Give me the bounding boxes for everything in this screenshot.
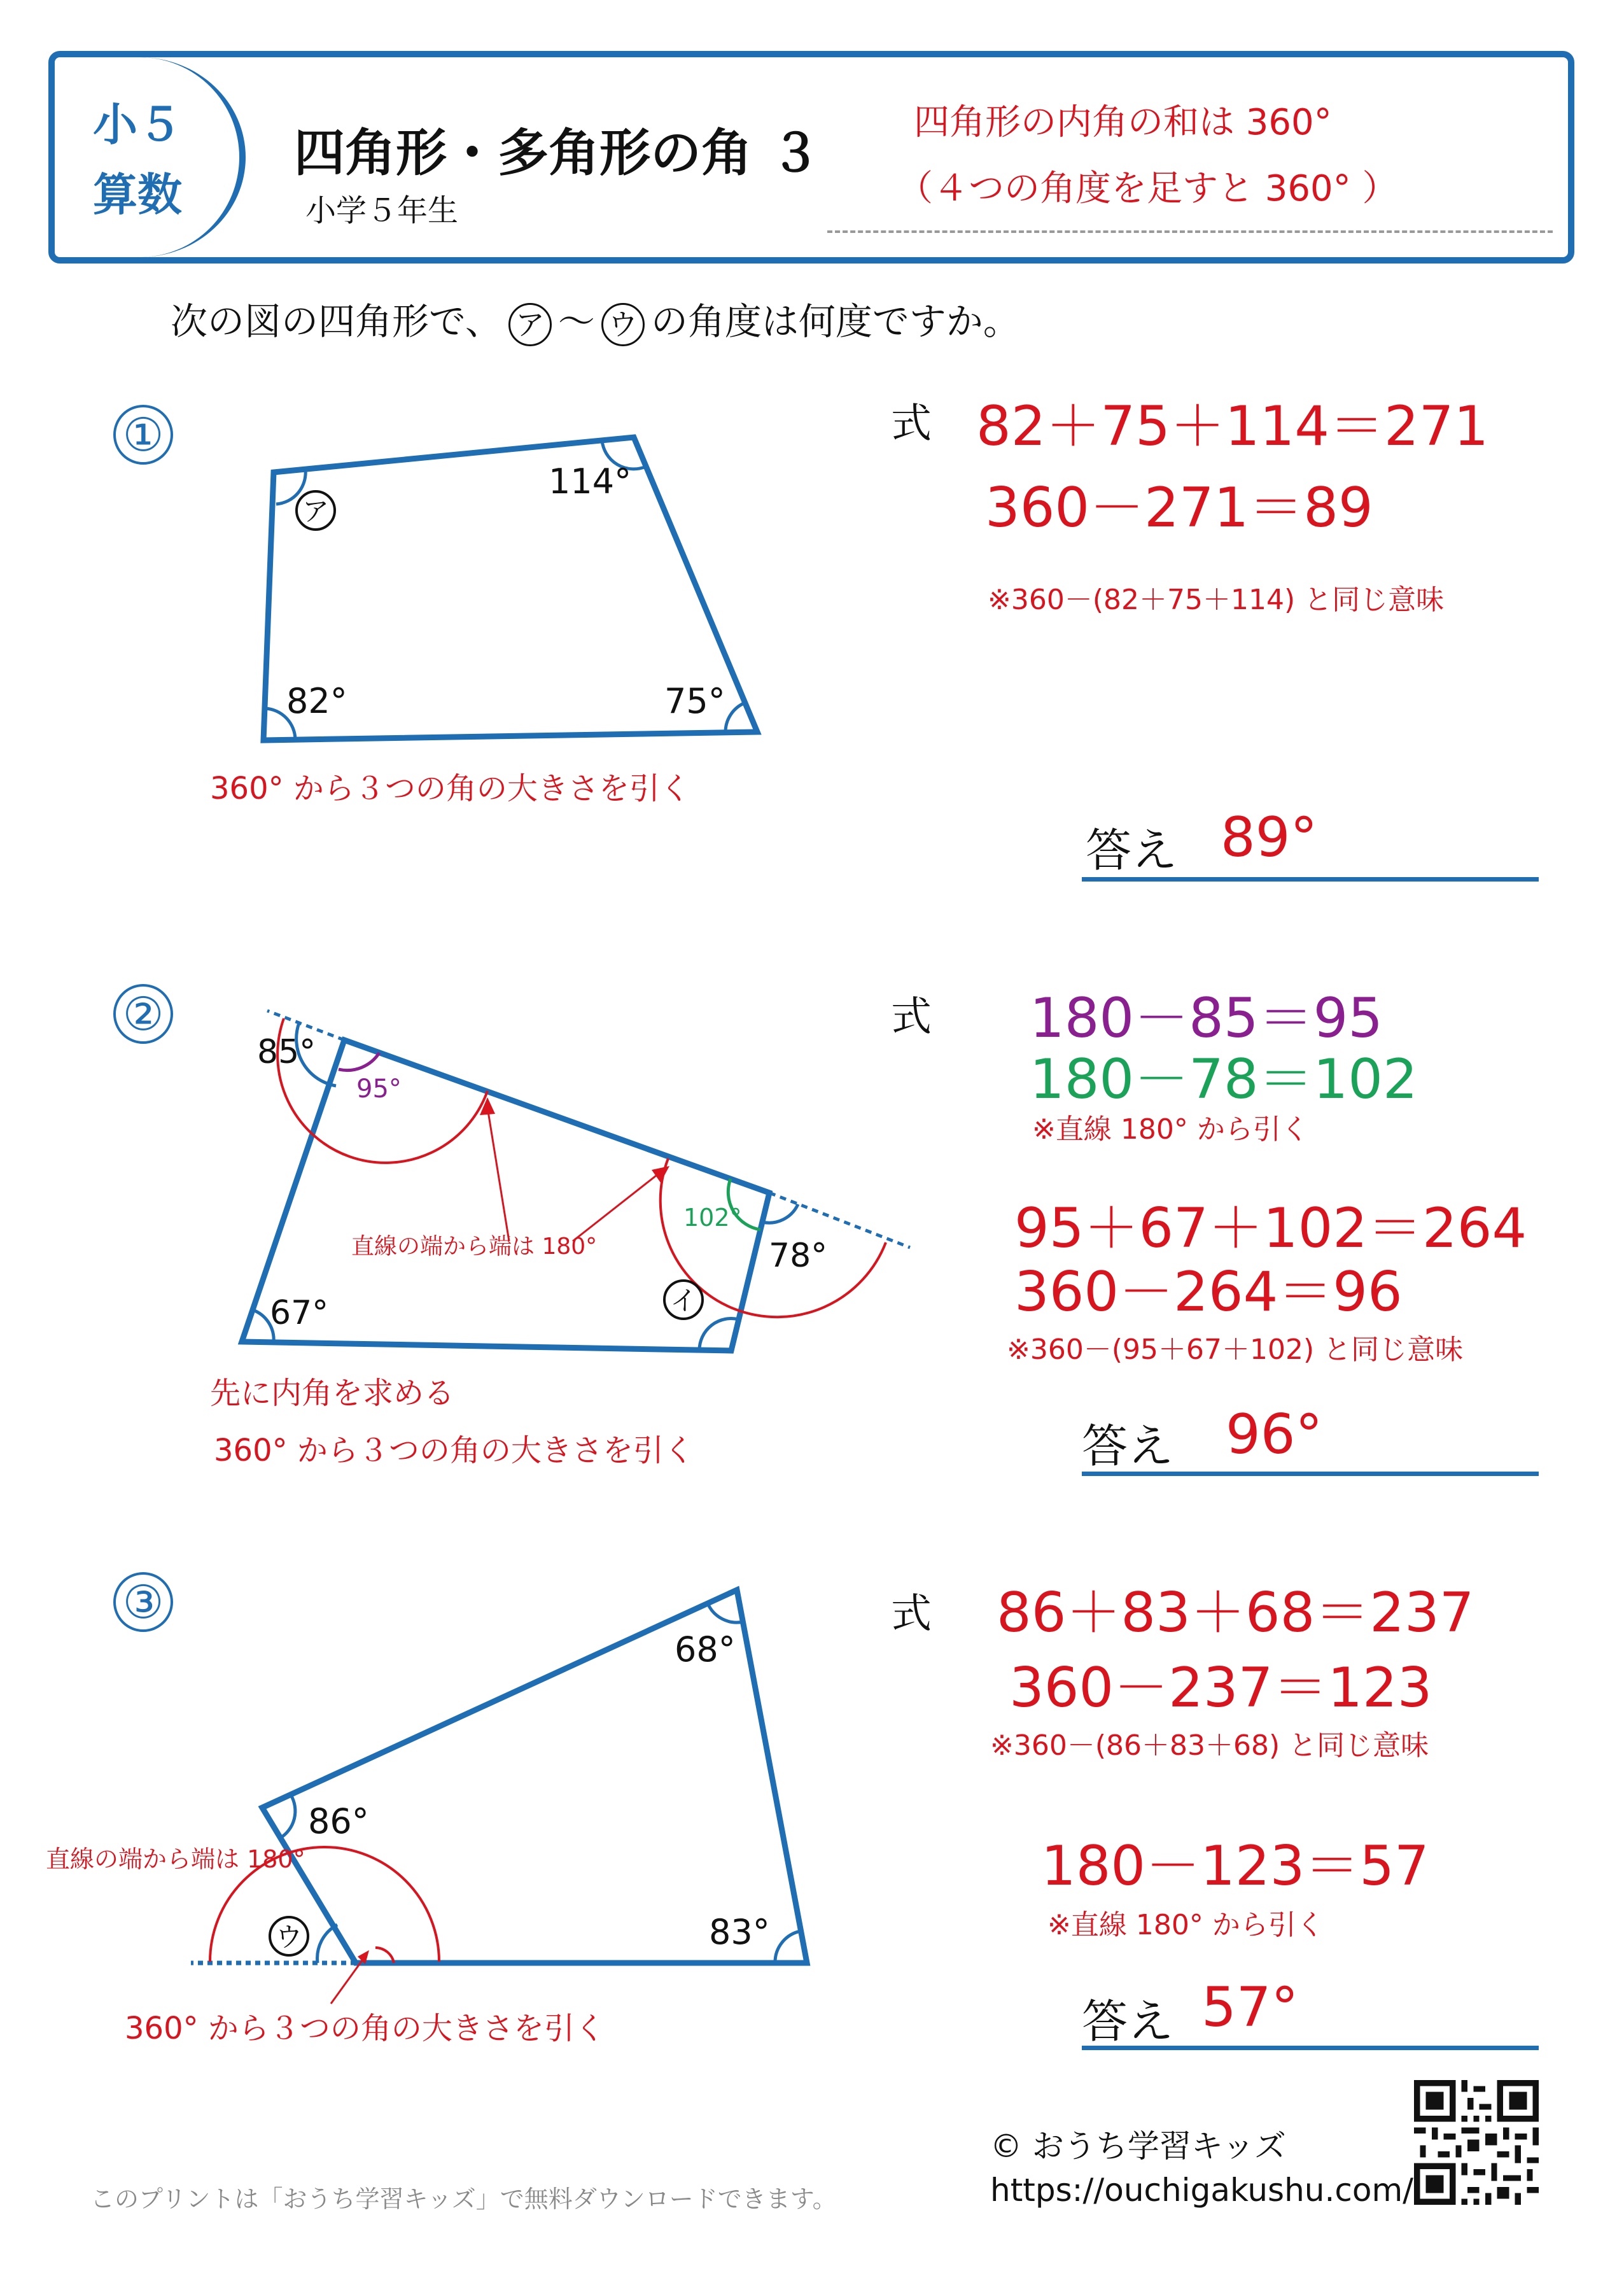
angle-label-86: 86°	[308, 1801, 369, 1841]
hint-2b: 360° から３つの角の大きさを引く	[214, 1433, 694, 1468]
equation-3-1: 86＋83＋68＝237	[997, 1581, 1474, 1645]
arc-83	[775, 1931, 801, 1963]
angle-label-83: 83°	[709, 1912, 770, 1952]
equation-1-1: 82＋75＋114＝271	[976, 395, 1489, 458]
qr-code-icon[interactable]	[1414, 2080, 1539, 2205]
equation-2-top-2: 180－78＝102	[1030, 1048, 1418, 1111]
angle-label-68: 68°	[675, 1629, 736, 1670]
equation-2-2: 360－264＝96	[1014, 1260, 1403, 1324]
answer-2: 96°	[1226, 1403, 1323, 1466]
problem-number-2: ②	[113, 984, 173, 1044]
circle-label-c: ウ	[601, 303, 645, 346]
shiki-label-3: 式	[891, 1591, 932, 1638]
instruction-text-before: 次の図の四角形で、	[171, 300, 502, 343]
footer-notice: このプリントは「おうち学習キッズ」で無料ダウンロードできます。	[90, 2185, 837, 2213]
circle-label-a: ア	[508, 303, 552, 346]
answer-label-3: 答え	[1082, 1995, 1174, 2048]
arc-95	[339, 1053, 379, 1071]
hint-straight-line-3: 直線の端から端は 180°	[46, 1845, 305, 1873]
grade-label: 小５	[93, 99, 182, 151]
angle-label-102: 102°	[683, 1204, 742, 1232]
label-u-fig3: ウ	[275, 1922, 303, 1953]
figure-1	[263, 437, 757, 740]
subject-label: 算数	[93, 169, 182, 221]
angle-label-78: 78°	[769, 1237, 828, 1275]
angle-label-67: 67°	[270, 1294, 329, 1332]
footer-copyright: © おうち学習キッズ	[990, 2128, 1286, 2165]
shiki-label-1: 式	[891, 400, 932, 447]
angle-label-75: 75°	[664, 681, 725, 721]
note-2: ※360－(95＋67＋102) と同じ意味	[1007, 1333, 1464, 1366]
answer-3: 57°	[1201, 1976, 1299, 2039]
arrow-line-1	[487, 1107, 509, 1241]
figure-3	[46, 1590, 807, 2004]
equation-3-2: 360－237＝123	[1009, 1656, 1432, 1720]
answer-1: 89°	[1221, 806, 1318, 869]
label-i-fig2: イ	[669, 1285, 697, 1316]
equation-1-2: 360－271＝89	[985, 476, 1373, 540]
problem-number-3: ③	[113, 1572, 173, 1632]
angle-arc-75	[725, 703, 745, 733]
equation-2-1: 95＋67＋102＝264	[1014, 1197, 1527, 1260]
problem-number-1: ①	[113, 405, 173, 465]
figure-2	[242, 1011, 910, 1351]
angle-label-85: 85°	[257, 1033, 316, 1071]
equation-2-top-1: 180－85＝95	[1030, 987, 1383, 1050]
hint-3: 360° から３つの角の大きさを引く	[125, 2011, 605, 2046]
angle-label-95: 95°	[356, 1074, 402, 1104]
instruction-tilde: ～	[557, 300, 595, 343]
note-1: ※360－(82＋75＋114) と同じ意味	[988, 584, 1445, 616]
answer-label-2: 答え	[1082, 1419, 1174, 1473]
arrow-line-2	[573, 1171, 662, 1241]
note-3-bottom: ※直線 180° から引く	[1047, 1909, 1324, 1941]
hint-straight-line-2: 直線の端から端は 180°	[351, 1234, 598, 1260]
answer-label-1: 答え	[1086, 824, 1178, 877]
arrow-head-2	[652, 1166, 669, 1183]
label-a-fig1: ア	[302, 496, 330, 527]
equation-3-bottom: 180－123＝57	[1041, 1834, 1429, 1898]
note-2-top: ※直線 180° から引く	[1032, 1113, 1309, 1146]
tip-line-2: （４つの角度を足すと 360° ）	[897, 168, 1398, 209]
instruction-text-after: の角度は何度ですか。	[650, 300, 1020, 343]
page-subtitle: 小学５年生	[305, 193, 459, 229]
footer-url[interactable]: https://ouchigakushu.com/	[990, 2172, 1414, 2209]
angle-label-114: 114°	[549, 461, 632, 502]
note-3: ※360－(86＋83＋68) と同じ意味	[990, 1729, 1429, 1762]
hint-2a: 先に内角を求める	[210, 1375, 455, 1411]
answer-underline-1	[1082, 877, 1539, 882]
arrow-head-1	[480, 1097, 495, 1115]
answer-underline-2	[1082, 1472, 1539, 1476]
hint-1: 360° から３つの角の大きさを引く	[210, 771, 690, 806]
shiki-label-2: 式	[891, 994, 932, 1041]
page-title: 四角形・多角形の角 ３	[294, 123, 821, 183]
tip-line-1: 四角形の内角の和は 360°	[914, 102, 1332, 143]
answer-underline-3	[1082, 2046, 1539, 2050]
angle-label-82: 82°	[286, 681, 347, 721]
